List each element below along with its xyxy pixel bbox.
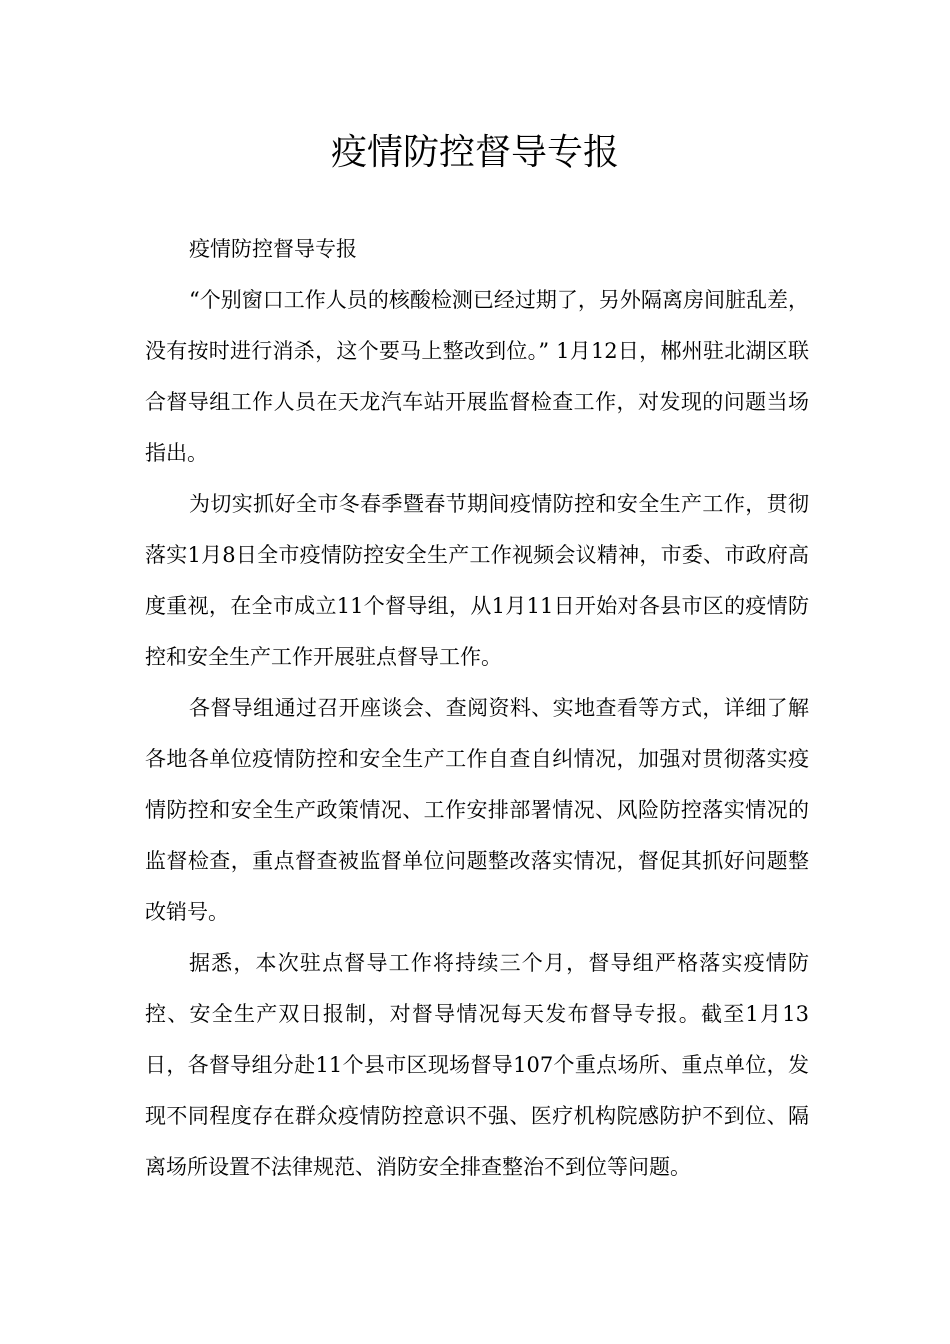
paragraph-results: 据悉，本次驻点督导工作将持续三个月，督导组严格落实疫情防控、安全生产双日报制，对督导情况每天发布督导专报。截至1月13日，各督导组分赴11个县市区现场督导107个重点场所、重点单位，发现不同程度存在群众疫情防控意识不强、医疗机构院感防护不到位、隔离场所设置不法律规范、消防安全排查整治不到位等问题。 — [145, 951, 809, 1179]
paragraph-quote: “个别窗口工作人员的核酸检测已经过期了，另外隔离房间脏乱差，没有按时进行消杀，这个要马上整改到位。” 1月12日，郴州驻北湖区联合督导组工作人员在天龙汽车站开展监督检查工作，对发现的问题当场指出。 — [145, 288, 809, 465]
document-body — [145, 224, 809, 1193]
document-title: 疫情防控督导专报 — [330, 132, 619, 173]
paragraph-methods: 各督导组通过召开座谈会、查阅资料、实地查看等方式，详细了解各地各单位疫情防控和安全生产工作自查自纠情况，加强对贯彻落实疫情防控和安全生产政策情况、工作安排部署情况、风险防控落实情况的监督检查，重点督查被监督单位问题整改落实情况，督促其抓好问题整改销号。 — [145, 696, 809, 924]
paragraph-subtitle: 疫情防控督导专报 — [189, 237, 357, 261]
paragraph-background: 为切实抓好全市冬春季暨春节期间疫情防控和安全生产工作，贯彻落实1月8日全市疫情防控安全生产工作视频会议精神，市委、市政府高度重视，在全市成立11个督导组，从1月11日开始对各县市区的疫情防控和安全生产工作开展驻点督导工作。 — [145, 492, 809, 669]
